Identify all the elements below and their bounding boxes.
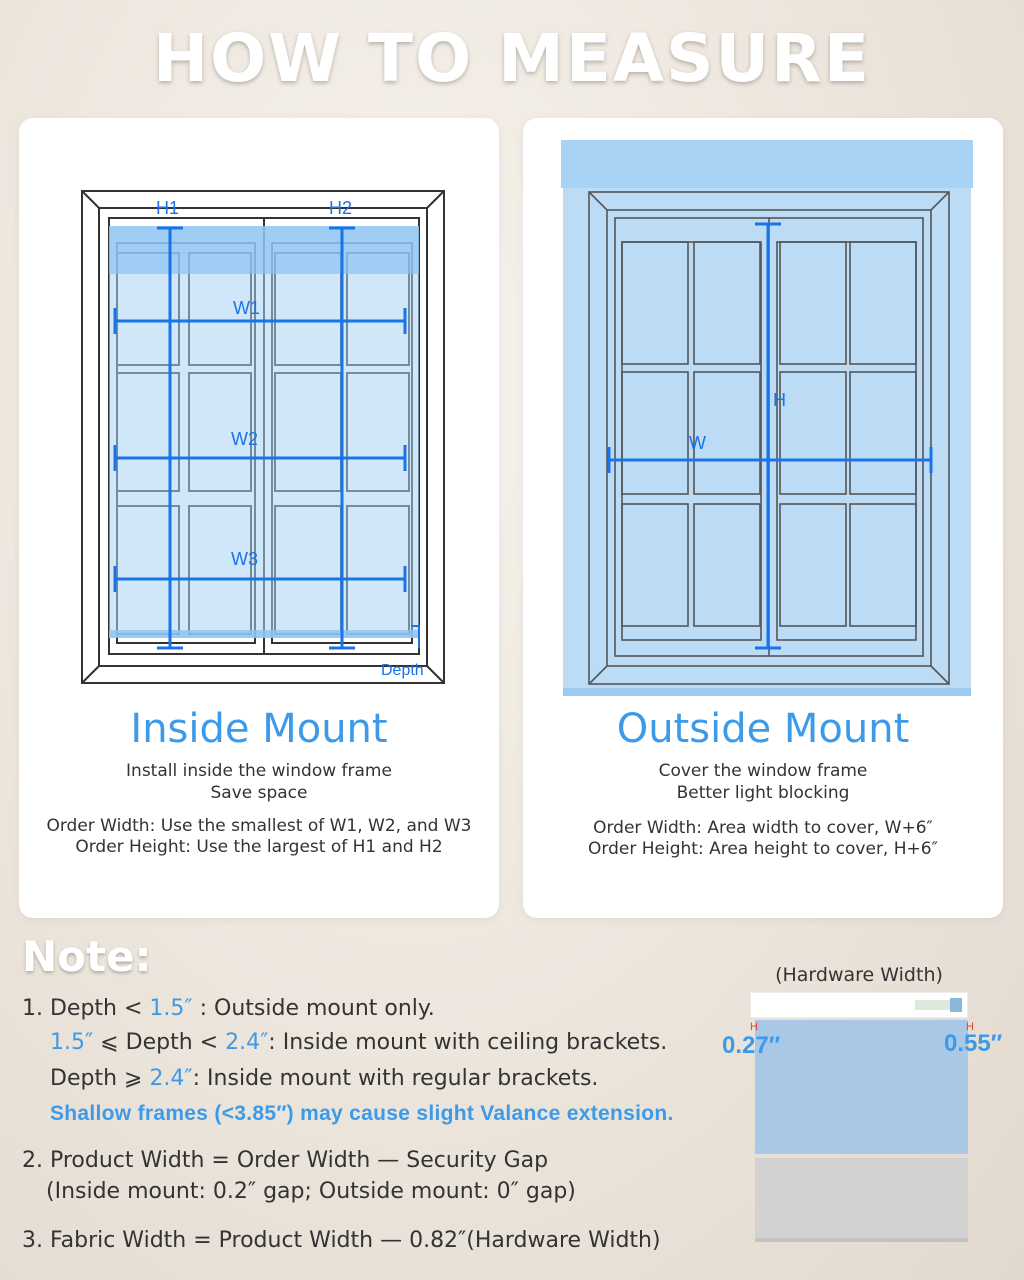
label-depth: Depth xyxy=(381,662,424,679)
note-l2-a: 1.5″ xyxy=(50,1030,94,1055)
note-l3-c: : Inside mount with regular brackets. xyxy=(192,1066,599,1091)
hardware-h-right: H xyxy=(966,1021,974,1033)
hardware-width-label: (Hardware Width) xyxy=(775,964,943,986)
valance xyxy=(109,226,419,274)
inside-mount-title: Inside Mount xyxy=(130,706,388,752)
inside-order-height: Order Height: Use the largest of H1 and H2 xyxy=(75,837,443,857)
note-l2-b: ⩽ Depth < xyxy=(93,1030,226,1055)
outside-sub1: Cover the window frame xyxy=(658,761,868,781)
hardware-right-value: 0.55″ xyxy=(944,1030,1003,1057)
note-title: Note: xyxy=(22,932,152,981)
note-line-7: 3. Fabric Width = Product Width — 0.82″(Hardware Width) xyxy=(22,1228,661,1253)
outside-order-width: Order Width: Area width to cover, W+6″ xyxy=(593,818,933,838)
note-l3-b: 2.4″ xyxy=(149,1066,193,1091)
inside-order-width: Order Width: Use the smallest of W1, W2, and W3 xyxy=(46,816,472,836)
label-w3: W3 xyxy=(231,549,258,569)
label-w1: W1 xyxy=(233,298,260,318)
note-line-6: (Inside mount: 0.2″ gap; Outside mount: 0″ gap) xyxy=(46,1179,576,1204)
note-l1-a: 1. Depth < xyxy=(22,996,150,1021)
hardware-diagram xyxy=(740,990,980,1250)
bottom-rail xyxy=(109,630,419,638)
fabric-blue xyxy=(755,1020,968,1154)
note-line-2 xyxy=(50,1030,667,1055)
note-line-5: 2. Product Width = Order Width — Security Gap xyxy=(22,1148,549,1173)
fabric-gray xyxy=(755,1158,968,1238)
outside-mount-title: Outside Mount xyxy=(616,706,910,752)
bottom-rail xyxy=(563,688,971,696)
bottom-bar xyxy=(755,1238,968,1242)
page-title: HOW TO MEASURE xyxy=(152,20,872,97)
note-l3-a: Depth ⩾ xyxy=(50,1066,150,1091)
note-l1-b: 1.5″ xyxy=(149,996,193,1021)
inside-mount-card xyxy=(19,118,499,918)
label-w2: W2 xyxy=(231,429,258,449)
note-l2-d: : Inside mount with ceiling brackets. xyxy=(268,1030,668,1055)
label-h2: H2 xyxy=(329,198,353,218)
hardware-h-left: H xyxy=(750,1021,758,1033)
note-l2-c: 2.4″ xyxy=(225,1030,269,1055)
label-w: W xyxy=(689,433,706,453)
shade-overlay xyxy=(109,226,419,638)
outside-mount-card xyxy=(523,118,1003,918)
label-h: H xyxy=(773,390,786,410)
note-line-3 xyxy=(50,1066,598,1091)
inside-sub2: Save space xyxy=(210,783,308,803)
outside-sub2: Better light blocking xyxy=(676,783,850,803)
inside-sub1: Install inside the window frame xyxy=(126,761,392,781)
note-warning: Shallow frames (<3.85″) may cause slight Valance extension. xyxy=(50,1102,674,1125)
valance xyxy=(561,140,973,188)
label-h1: H1 xyxy=(156,198,180,218)
hardware-left-value: 0.27″ xyxy=(722,1032,781,1059)
outside-order-height: Order Height: Area height to cover, H+6″ xyxy=(588,839,938,859)
end-cap xyxy=(950,998,962,1012)
note-l1-c: : Outside mount only. xyxy=(192,996,435,1021)
note-line-1 xyxy=(22,996,435,1021)
